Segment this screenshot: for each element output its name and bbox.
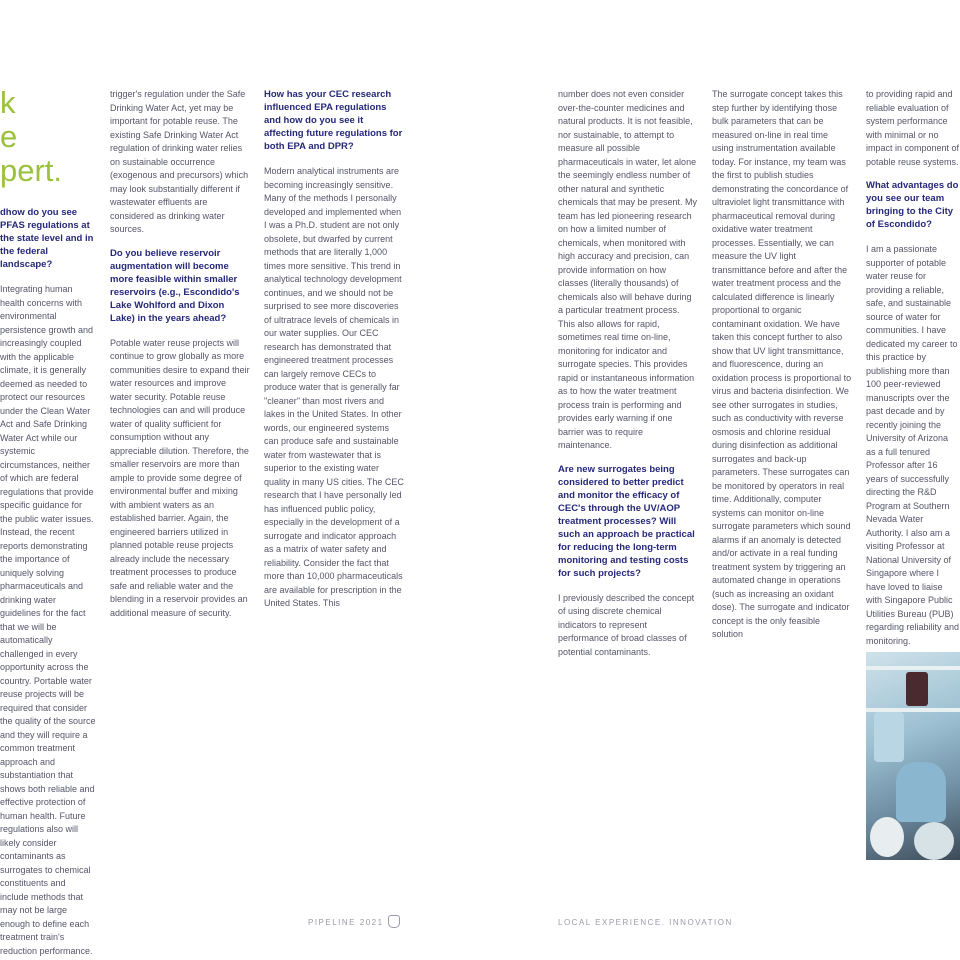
body-paragraph: Modern analytical instruments are becoming increasingly sensitive. Many of the methods I personally developed and implemented when I was a Ph.D. student are not only obsolete, but dwarfed by current methods that are literally 1,000 times more sensitive. This trend in analytical technology development continues, and we should not be surprised to see more discoveries of ultratrace levels of chemicals in our water supplies. Our CEC research has demonstrated that engineered treatment processes can largely remove CECs to produce water that is generally far "cleaner" than most rivers and lakes in the United States. In other words, our engineered systems can produce safe and sustainable water from wastewater that is superior to the existing water quality in many US cities. The CEC research that I have personally led has influenced public policy, especially in the development of a surrogate and indicator approach as a matrix of water safety and reliability. Consider the fact that more than 10,000 pharmaceuticals are available for prescription in the United States. This	[264, 166, 404, 608]
column-5	[712, 88, 852, 866]
body-paragraph: The surrogate concept takes this step further by identifying those bulk parameters that can be measured on-line in real time using instrumentation available today. For instance, my team was the first to publish studies demonstrating the concordance of ultraviolet light transmittance with pharmaceutical removal during oxidative water treatment processes. Essentially, we can measure the UV light transmittance before and after the water treatment process and the calculated difference is linearly proportional to organic contaminant oxidation. We have taken this concept further to also show that UV light transmittance, and fluorescence, during an oxidation process is proportional to virus and bacteria disinfection. We see other surrogates in studies, such as conductivity with reverse osmosis and chlorine residual during disinfection as additional surrogates and back-up parameters. These surrogates can be monitored by operators in real time. Additionally, computer systems can monitor on-line surrogate parameters which sound alarms if an anomaly is detected and/or activate in a real funding treatment system by triggering an automated change in operations (such as increasing an oxidant dose). The surrogate and indicator concept is the only feasible solution	[712, 89, 852, 639]
body-paragraph: Potable water reuse projects will continue to grow globally as more communities desire to expand their water resources and improve water security. Potable reuse technologies can and will produce water of quality sufficient for consumption without any appreciable dilution. Therefore, the smaller reservoirs are more than ample to provide some degree of environmental buffer and mixing with ambient waters as an established barrier. Again, the engineered barriers utilized in planned potable reuse projects already include the necessary treatment processes to produce safe and reliable water and the blending in a reservoir provides an additional measure of security.	[110, 337, 250, 618]
lab-photo	[866, 652, 960, 860]
headline-line-3: pert.	[0, 153, 63, 188]
body-paragraph: Integrating human health concerns with environmental persistence growth and increasingly coupled with the applicable climate, it is generally deemed as needed to protect our resources under the Clean Water Act and Safe Drinking Water Act while our systemic circumstances, neither of which are federal regulations that provide specific guidance for the public water issues. Instead, the recent reports demonstrating the importance of uniquely solving pharmaceuticals and drinking water guidelines for the fact that we will be automatically challenged in every opportunity across the country. Portable water reuse projects will be required that consider the quality of the source and they will require a common treatment approach and substantiation that shows both reliable and effective protection of human health. Future regulations also will likely consider contaminants as surrogates to chemical constituents and include methods that may not be large enough to define each treatment train's reduction performance.	[0, 284, 96, 956]
glove-graphic	[896, 762, 946, 822]
question-heading: Are new surrogates being considered to better predict and monitor the efficacy of CEC's through the UV/AOP treatment processes? Will such an approach be practical for reducing the long-term monitoring and testing costs for such projects?	[558, 463, 695, 579]
column-2	[110, 88, 250, 866]
column-1	[0, 206, 96, 956]
body-paragraph: I am a passionate supporter of potable water reuse for providing a reliable, safe, and sustainable source of water for communities. I have dedicated my career to this practice by publishing more than 100 peer-reviewed manuscripts over the past decade and by recently joining the University of Arizona as a full tenured Professor after 16 years of successfully directing the R&D Program at Southern Nevada Water Authority. I also am a visiting Professor at National University of Singapore where I have loved to liaise with Singapore Public Utilities Bureau (PUB) regarding reliability and monitoring.	[866, 244, 960, 646]
headline-line-1: k	[0, 85, 16, 120]
column-6	[866, 88, 960, 646]
bottle-graphic	[874, 712, 904, 762]
shelf-graphic	[866, 666, 960, 670]
body-paragraph: to providing rapid and reliable evaluation of system performance with minimal or no impact in component of potable reuse systems.	[866, 89, 960, 167]
question-heading: Do you believe reservoir augmentation will become more feasible within smaller reservoirs (e.g., Escondido's Lake Wohlford and Dixon Lake) in the years ahead?	[110, 247, 240, 324]
question-heading: How has your CEC research influenced EPA regulations and how do you see it affecting future regulations for both EPA and DPR?	[264, 89, 403, 152]
body-paragraph: number does not even consider over-the-counter medicines and natural products. It is not feasible, nor sustainable, to attempt to measure all possible pharmaceuticals in water, let alone the seemingly endless number of other natural and synthetic chemicals that may be present. My team has led pioneering research on how a limited number of chemicals, when monitored with high accuracy and precision, can provide information on how classes (literally thousands) of chemicals also will behave during a particular treatment process. This also allows for rapid, sometimes real time on-line, monitoring for indicator and surrogate species. This provides rapid or instantaneous information as to how the water treatment process train is performing and provides early warning if one barrier was to require maintenance.	[558, 89, 698, 450]
article-headline	[0, 86, 96, 188]
glassware-graphic	[914, 822, 954, 860]
body-paragraph: trigger's regulation under the Safe Drinking Water Act, yet may be important for potable reuse. The existing Safe Drinking Water Act regulation of drinking water relies on sustainable occurrence (exogenous and precursors) which may look substantially different if wastewater effluents are considered as drinking water sources.	[110, 89, 249, 234]
bottle-graphic	[906, 672, 928, 706]
headline-line-2: e	[0, 119, 18, 154]
question-heading: What advantages do you see our team bringing to the City of Escondido?	[866, 180, 959, 230]
column-4	[558, 88, 698, 866]
column-3	[264, 88, 404, 866]
question-heading: dhow do you see PFAS regulations at the state level and in the federal landscape?	[0, 207, 94, 270]
footer-right: LOCAL EXPERIENCE. INNOVATION	[558, 918, 733, 927]
pipeline-logo-icon	[388, 915, 400, 928]
glassware-graphic	[870, 817, 904, 857]
body-paragraph: I previously described the concept of using discrete chemical indicators to represent performance of broad classes of potential contaminants.	[558, 592, 695, 657]
footer-left: PIPELINE 2021	[308, 918, 384, 927]
